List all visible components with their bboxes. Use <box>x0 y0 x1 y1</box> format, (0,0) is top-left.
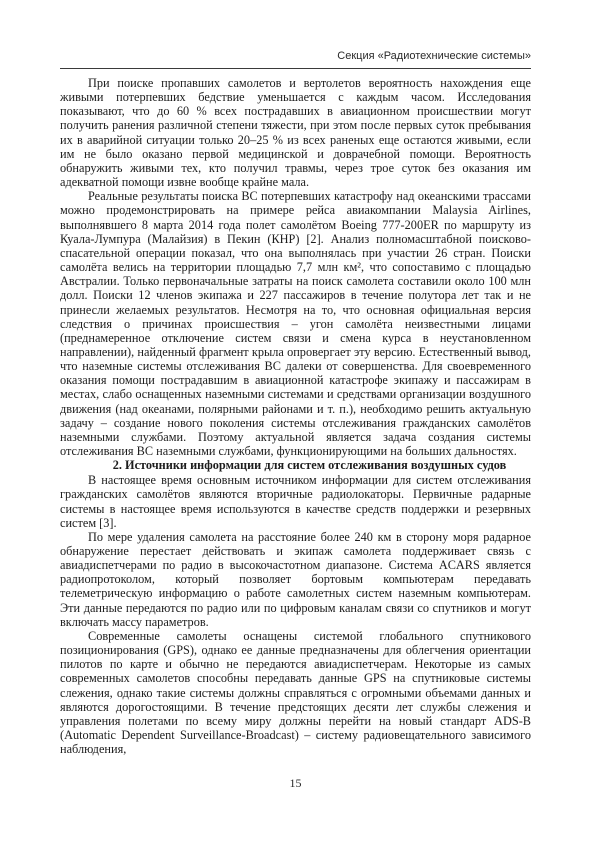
running-header: Секция «Радиотехнические системы» <box>60 48 531 69</box>
paragraph: В настоящее время основным источником информации для систем отслеживания гражданских самолётов являются вторичные радиолокаторы. Первичные радарные системы в настоящее время используются в качестве средств поддержки и резервных систем [3]. <box>60 473 531 530</box>
page-number: 15 <box>289 776 302 790</box>
section-heading: 2. Источники информации для систем отслеживания воздушных судов <box>112 458 507 473</box>
paragraph: Реальные результаты поиска ВС потерпевших катастрофу над океанскими трассами можно продемонстрировать на примере рейса авиакомпании Malaysia Airlines, выполнявшего 8 марта 2014 года полет самолётом Boeing 777-200ER по маршруту из Куала-Лумпура (Малайзия) в Пекин (КНР) [2]. Анализ полномасштабной поисково-спасательной операции показал, что она выполнялась при участии 26 стран. Поиски самолёта велись на территории площадью 7,7 млн км², что сопоставимо с площадью Австралии. Только первоначальные затраты на поиск самолета составили около 100 млн долл. Поиски 12 членов экипажа и 227 пассажиров в течение полутора лет так и не принесли желаемых результатов. Несмотря на то, что основная официальная версия следствия о причинах происшествия – угон самолёта неизвестными лицами (преднамеренное отключение систем связи и смена курса в неустановленном направлении), найденный фрагмент крыла опровергает эту версию. Естественный вывод, что наземные системы отслеживания ВС далеки от совершенства. Для своевременного оказания помощи пострадавшим в авиационной катастрофе экипажу и пассажирам в местах, слабо оснащенных наземными системами и средствами организации воздушного движения (над океанами, полярными районами и т. п.), необходимо решить актуальную задачу – создание нового поколения системы отслеживания гражданских самолётов наземными службами. Поэтому актуальной является задача создания системы отслеживания ВС наземными службами, функционирующими на больших дальностях. <box>60 189 531 459</box>
paragraph: Современные самолеты оснащены системой глобального спутникового позиционирования (GPS), однако ее данные предназначены для облегчения ориентации пилотов по карте и обычно не передаются авиадиспетчерам. Некоторые из самых современных самолетов способны передавать данные GPS на спутниковые системы слежения, однако такие системы должны справляться с огромными объемами данных и являются дорогостоящими. В течение предстоящих десяти лет службы слежения и управления полетами по всему миру должны перейти на новый стандарт ADS-B (Automatic Dependent Surveillance-Broadcast) – систему радиовещательного зависимого наблюдения, <box>60 628 531 757</box>
paragraph: По мере удаления самолета на расстояние более 240 км в сторону моря радарное обнаружение перестает действовать и экипаж самолета поддерживает связь с авиадиспетчерами по радио в высокочастотном диапазоне. Система ACARS является радиопротоколом, который позволяет бортовым компьютерам передавать телеметрическую информацию о работе самолетных систем наземным компьютерам. Эти данные передаются по радио или по цифровым каналам связи со спутников и могут включать массу параметров. <box>60 529 531 629</box>
text-block <box>60 76 531 756</box>
paragraph: При поиске пропавших самолетов и вертолетов вероятность нахождения еще живыми потерпевших бедствие уменьшается с каждым часом. Исследования показывают, что до 60 % всех пострадавших в авиационном происшествии могут получить ранения различной степени тяжести, при этом после первых суток пребывания их в аварийной ситуации только 20–25 % из всех раненых еще остаются живыми, если им не было оказано первой медицинской и доврачебной помощи. Вероятность обнаружить живыми тех, кто получил травмы, через трое суток без оказания им адекватной помощи извне вообще крайне мала. <box>60 76 531 190</box>
